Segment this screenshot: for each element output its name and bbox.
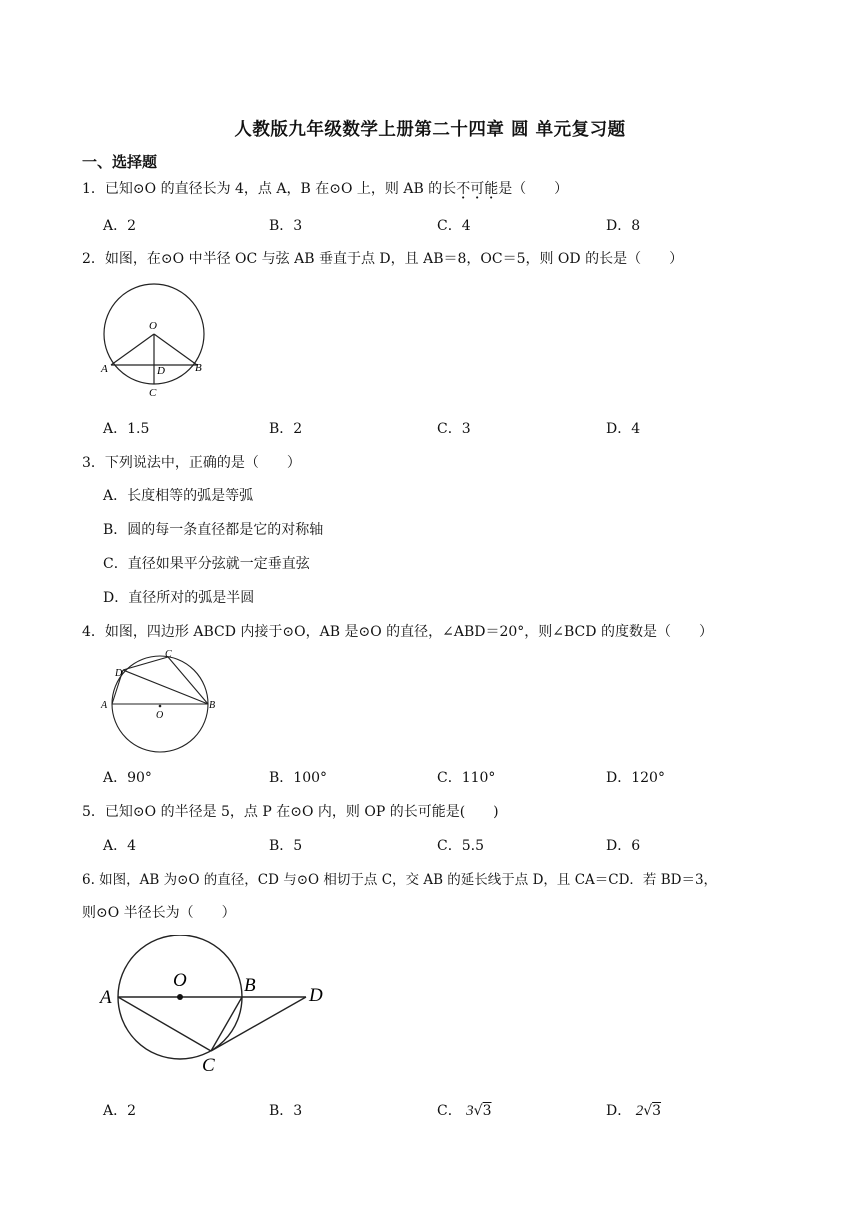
question-2-stem: 2．如图，在⊙O 中半径 OC 与弦 AB 垂直于点 D，且 AB＝8，OC＝5，则 OD 的长是（ ）	[82, 251, 684, 267]
sqrt-sign: √	[643, 1103, 653, 1119]
q1-emphasis-char: 不	[456, 181, 471, 197]
q4-option-a[interactable]: A．90°	[103, 770, 152, 786]
q2-option-c[interactable]: C．3	[437, 421, 471, 437]
q2-option-d[interactable]: D．4	[606, 421, 641, 437]
segment-dc	[123, 657, 168, 670]
label-a: A	[100, 987, 112, 1008]
q5-option-a[interactable]: A．4	[103, 838, 137, 854]
label-c: C	[149, 387, 157, 399]
question-1-stem	[82, 178, 568, 198]
question-3-stem: 3．下列说法中，正确的是（ ）	[82, 455, 301, 471]
q4-option-b[interactable]: B．100°	[269, 770, 328, 786]
q5-option-b[interactable]: B．5	[269, 838, 303, 854]
question-6-figure	[96, 935, 336, 1075]
sqrt-sign: √	[473, 1103, 483, 1119]
label-c: C	[202, 1055, 215, 1075]
label-d: D	[115, 668, 123, 679]
q1-option-c[interactable]: C．4	[437, 218, 471, 234]
label-o: O	[149, 320, 157, 332]
q4-option-d[interactable]: D．120°	[606, 770, 665, 786]
q1-option-a[interactable]: A．2	[103, 218, 137, 234]
document-title: 人教版九年级数学上册第二十四章 圆 单元复习题	[234, 120, 626, 140]
question-6-stem-line2: 则⊙O 半径长为（ ）	[82, 905, 236, 921]
segment-oa	[111, 334, 154, 365]
q3-option-c[interactable]: C．直径如果平分弦就一定垂直弦	[103, 556, 310, 572]
question-4-figure	[96, 645, 222, 755]
center-point	[177, 994, 183, 1000]
q6-option-a[interactable]: A．2	[103, 1103, 137, 1119]
label-b: B	[195, 362, 202, 374]
q6-option-c[interactable]	[437, 1100, 492, 1120]
q6-option-b[interactable]: B．3	[269, 1103, 303, 1119]
q1-stem-a: 1．已知⊙O 的直径长为 4，点 A，B 在⊙O 上，则 AB 的长	[82, 181, 457, 197]
section-heading: 一、选择题	[82, 153, 158, 171]
label-o: O	[156, 710, 164, 721]
q1-option-b[interactable]: B．3	[269, 218, 303, 234]
q6-option-d[interactable]	[606, 1100, 661, 1120]
q6-option-d-coefficient: 2	[635, 1103, 644, 1119]
segment-ac	[118, 997, 211, 1051]
q6-option-c-radicand: 3	[482, 1103, 492, 1119]
q2-option-a[interactable]: A．1.5	[103, 421, 150, 437]
q3-option-b[interactable]: B．圆的每一条直径都是它的对称轴	[103, 522, 324, 538]
q1-option-d[interactable]: D．8	[606, 218, 641, 234]
q3-option-d[interactable]: D．直径所对的弧是半圆	[103, 590, 255, 606]
label-a: A	[101, 363, 108, 375]
q5-option-d[interactable]: D．6	[606, 838, 641, 854]
question-6-stem-line1: 6. 如图，AB 为⊙O 的直径，CD 与⊙O 相切于点 C，交 AB 的延长线于点 D，且 CA＝CD．若 BD＝3，	[82, 872, 718, 888]
label-d: D	[309, 985, 323, 1006]
q1-emphasis-char: 能	[484, 181, 499, 197]
q2-option-b[interactable]: B．2	[269, 421, 303, 437]
q1-stem-b: 是（ ）	[498, 181, 569, 197]
question-5-stem: 5．已知⊙O 的半径是 5，点 P 在⊙O 内，则 OP 的长可能是( )	[82, 804, 499, 820]
diagonal-db	[123, 670, 208, 704]
label-b: B	[209, 700, 216, 711]
label-a: A	[101, 700, 108, 711]
label-o: O	[173, 970, 187, 991]
label-d: D	[157, 365, 165, 377]
q4-option-c[interactable]: C．110°	[437, 770, 496, 786]
q5-option-c[interactable]: C．5.5	[437, 838, 484, 854]
q6-option-d-letter: D．	[606, 1103, 632, 1119]
q3-option-a[interactable]: A．长度相等的弧是等弧	[103, 488, 254, 504]
q6-option-d-radicand: 3	[652, 1103, 662, 1119]
tangent-cd	[211, 997, 306, 1051]
q6-option-c-letter: C．	[437, 1103, 462, 1119]
center-point	[159, 705, 162, 708]
q1-emphasis-char: 可	[470, 181, 485, 197]
question-2-figure	[96, 282, 216, 400]
label-c: C	[165, 649, 172, 660]
segment-ob	[154, 334, 197, 365]
q6-option-c-coefficient: 3	[466, 1103, 474, 1119]
question-4-stem: 4．如图，四边形 ABCD 内接于⊙O，AB 是⊙O 的直径，∠ABD＝20°，则∠BCD 的度数是（ ）	[82, 624, 713, 640]
label-b: B	[244, 975, 256, 996]
